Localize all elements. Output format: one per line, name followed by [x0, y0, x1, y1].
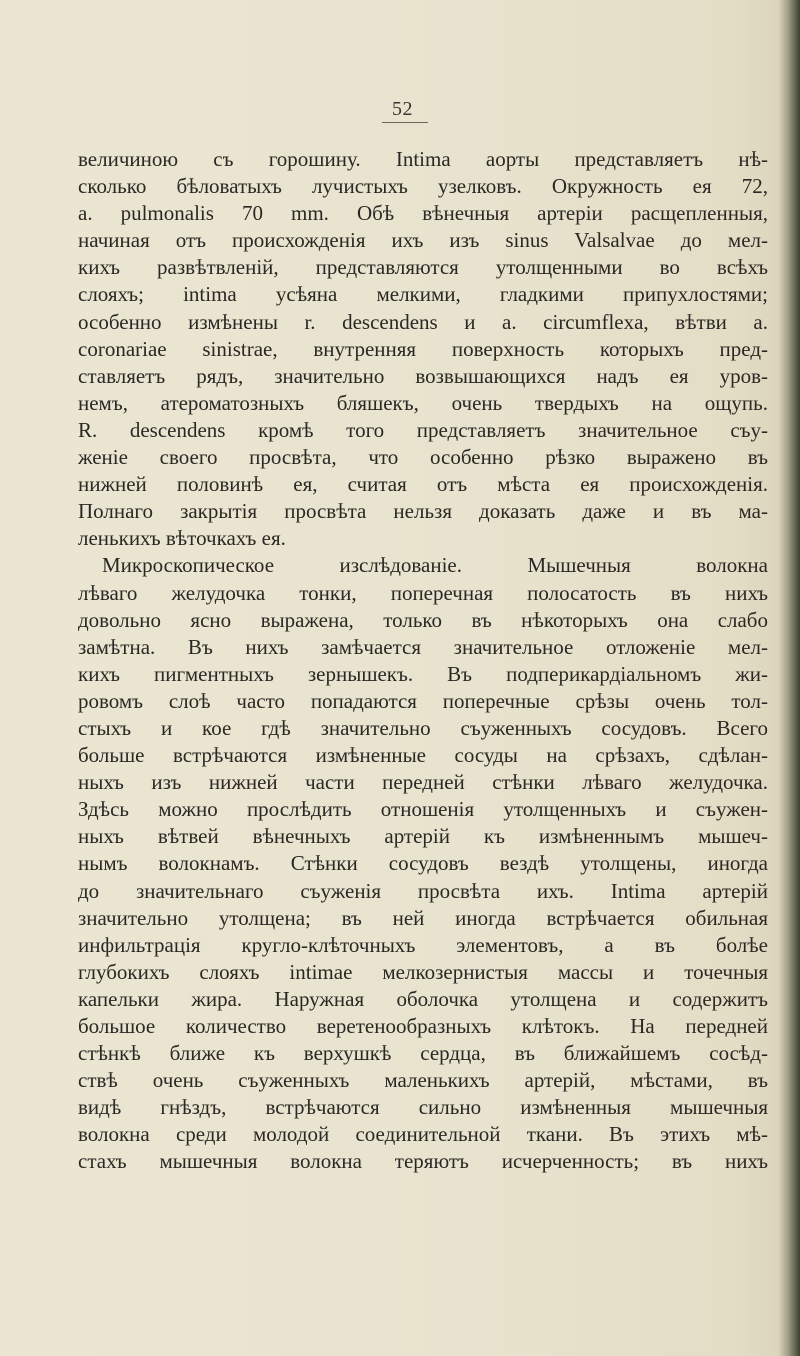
text-line: инфильтрація кругло-клѣточныхъ элементовъ, а въ болѣе	[78, 932, 768, 957]
text-line: волокна среди молодой соединительной ткани. Въ этихъ мѣ-	[78, 1122, 768, 1147]
page-number: 52	[392, 98, 413, 120]
text-line: слояхъ; intima усѣяна мелкими, гладкими припухлостями;	[78, 282, 768, 307]
text-line: довольно ясно выражена, только въ нѣкоторыхъ она слабо	[78, 607, 768, 632]
text-line: a. pulmonalis 70 mm. Обѣ вѣнечныя артеріи расщепленныя,	[78, 201, 768, 226]
text-line: особенно измѣнены r. descendens и a. circumflexa, вѣтви a.	[78, 309, 768, 334]
text-line: ныхъ вѣтвей вѣнечныхъ артерій къ измѣненнымъ мышеч-	[78, 824, 768, 849]
text-line: величиною съ горошину. Intima аорты представляетъ нѣ-	[78, 147, 768, 171]
text-line: кихъ развѣтвленій, представляются утолщенными во всѣхъ	[78, 255, 768, 280]
text-line: Полнаго закрытія просвѣта нельзя доказать даже и въ ма-	[78, 499, 768, 524]
text-line: стѣнкѣ ближе къ верхушкѣ сердца, въ ближайшемъ сосѣд-	[78, 1041, 768, 1066]
text-line: начиная отъ происхожденія ихъ изъ sinus Valsalvae до мел-	[78, 228, 768, 253]
paragraph-start-line: Микроскопическое изслѣдованіе. Мышечныя волокна	[102, 553, 768, 578]
text-line: капельки жира. Наружная оболочка утолщена и содержитъ	[78, 986, 768, 1011]
page-number-underline	[382, 122, 428, 123]
text-line: значительно утолщена; въ ней иногда встрѣчается обильная	[78, 905, 768, 930]
text-line: ставляетъ рядъ, значительно возвышающихся надъ ея уров-	[78, 363, 768, 388]
text-line: нымъ волокнамъ. Стѣнки сосудовъ вездѣ утолщены, иногда	[78, 851, 768, 876]
text-line: сколько бѣловатыхъ лучистыхъ узелковъ. Окружность ея 72,	[78, 174, 768, 199]
text-line: больше встрѣчаются измѣненные сосуды на срѣзахъ, сдѣлан-	[78, 743, 768, 768]
text-line: Здѣсь можно прослѣдить отношенія утолщенныхъ и съужен-	[78, 797, 768, 822]
text-line: ровомъ слоѣ часто попадаются поперечные срѣзы очень тол-	[78, 688, 768, 713]
text-line: немъ, атероматозныхъ бляшекъ, очень твердыхъ на ощупь.	[78, 390, 768, 415]
text-line: стахъ мышечныя волокна теряютъ исчерченность; въ нихъ	[78, 1149, 768, 1174]
text-line: лѣваго желудочка тонки, поперечная полосатость въ нихъ	[78, 580, 768, 605]
text-line: замѣтна. Въ нихъ замѣчается значительное отложеніе мел-	[78, 634, 768, 659]
text-line: R. descendens кромѣ того представляетъ значительное съу-	[78, 417, 768, 442]
page-edge-shadow	[778, 0, 800, 1356]
text-line: ныхъ изъ нижней части передней стѣнки лѣваго желудочка.	[78, 770, 768, 795]
text-line: видѣ гнѣздъ, встрѣчаются сильно измѣненныя мышечныя	[78, 1095, 768, 1120]
text-line: женіе своего просвѣта, что особенно рѣзко выражено въ	[78, 445, 768, 470]
paragraph-end-line: ленькихъ вѣточкахъ ея.	[78, 526, 286, 551]
text-line: нижней половинѣ ея, считая отъ мѣста ея происхожденія.	[78, 472, 768, 497]
body-text	[78, 146, 768, 1176]
text-line: стыхъ и кое гдѣ значительно съуженныхъ сосудовъ. Всего	[78, 715, 768, 740]
text-line: ствѣ очень съуженныхъ маленькихъ артерій, мѣстами, въ	[78, 1068, 768, 1093]
text-line: кихъ пигментныхъ зернышекъ. Въ подперикардіальномъ жи-	[78, 661, 768, 686]
text-line: до значительнаго съуженія просвѣта ихъ. Intima артерій	[78, 878, 768, 903]
text-line: большое количество веретенообразныхъ клѣтокъ. На передней	[78, 1014, 768, 1038]
text-line: coronariae sinistrae, внутренняя поверхность которыхъ пред-	[78, 336, 768, 361]
text-line: глубокихъ слояхъ intimae мелкозернистыя массы и точечныя	[78, 959, 768, 984]
